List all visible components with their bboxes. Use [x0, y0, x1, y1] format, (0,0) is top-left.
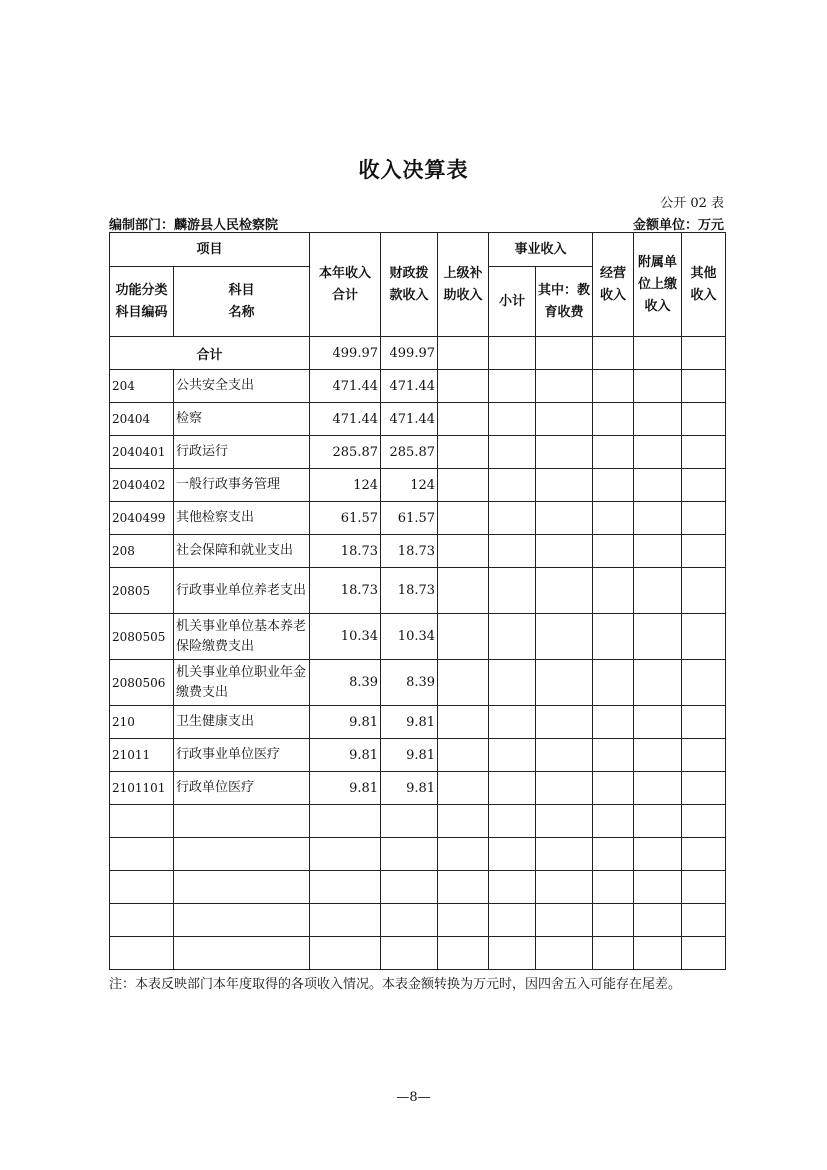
table-row: 208 社会保障和就业支出 18.73 18.73 [110, 535, 726, 568]
business-income-header: 事业收入 [489, 233, 593, 267]
superior-subsidy-header: 上级补 助收入 [438, 233, 489, 337]
education-fee-header: 其中：教 育收费 [536, 267, 593, 337]
subject-name-header: 科目 名称 [174, 267, 310, 337]
total-fiscal-value: 499.97 [381, 337, 438, 370]
department-label: 编制部门：麟游县人民检察院 [109, 218, 279, 233]
function-code-header: 功能分类 科目编码 [110, 267, 174, 337]
table-row: 20404 检察 471.44 471.44 [110, 403, 726, 436]
page-title: 收入决算表 [358, 157, 469, 182]
table-row: 20805 行政事业单位养老支出 18.73 18.73 [110, 568, 726, 614]
table-row: 21011 行政事业单位医疗 9.81 9.81 [110, 739, 726, 772]
other-income-header: 其他 收入 [682, 233, 726, 337]
table-row: 2080505 机关事业单位基本养老保险缴费支出 10.34 10.34 [110, 614, 726, 660]
operating-income-header: 经营 收入 [593, 233, 634, 337]
item-header: 项目 [110, 233, 310, 267]
empty-row [110, 838, 726, 871]
empty-row [110, 904, 726, 937]
business-subtotal-header: 小计 [489, 267, 536, 337]
table-row: 2040499 其他检察支出 61.57 61.57 [110, 502, 726, 535]
total-income-value: 499.97 [310, 337, 381, 370]
fiscal-income-header: 财政拨 款收入 [381, 233, 438, 337]
empty-row [110, 937, 726, 970]
empty-row [110, 871, 726, 904]
page-number: —8— [396, 1090, 431, 1105]
total-row [110, 337, 726, 370]
table-row: 2080506 机关事业单位职业年金缴费支出 8.39 8.39 [110, 660, 726, 706]
table-row: 2040402 一般行政事务管理 124 124 [110, 469, 726, 502]
affiliated-income-header: 附属单 位上缴 收入 [634, 233, 682, 337]
amount-unit-label: 金额单位：万元 [632, 218, 724, 233]
table-row: 210 卫生健康支出 9.81 9.81 [110, 706, 726, 739]
income-table [109, 232, 726, 970]
total-income-header: 本年收入 合计 [310, 233, 381, 337]
table-note: 注：本表反映部门本年度取得的各项收入情况。本表金额转换为万元时，因四舍五入可能存在尾差。 [109, 977, 682, 992]
total-label: 合计 [110, 337, 310, 370]
empty-row [110, 805, 726, 838]
table-row: 2040401 行政运行 285.87 285.87 [110, 436, 726, 469]
table-row: 204 公共安全支出 471.44 471.44 [110, 370, 726, 403]
form-number: 公开 02 表 [660, 196, 724, 211]
table-row: 2101101 行政单位医疗 9.81 9.81 [110, 772, 726, 805]
